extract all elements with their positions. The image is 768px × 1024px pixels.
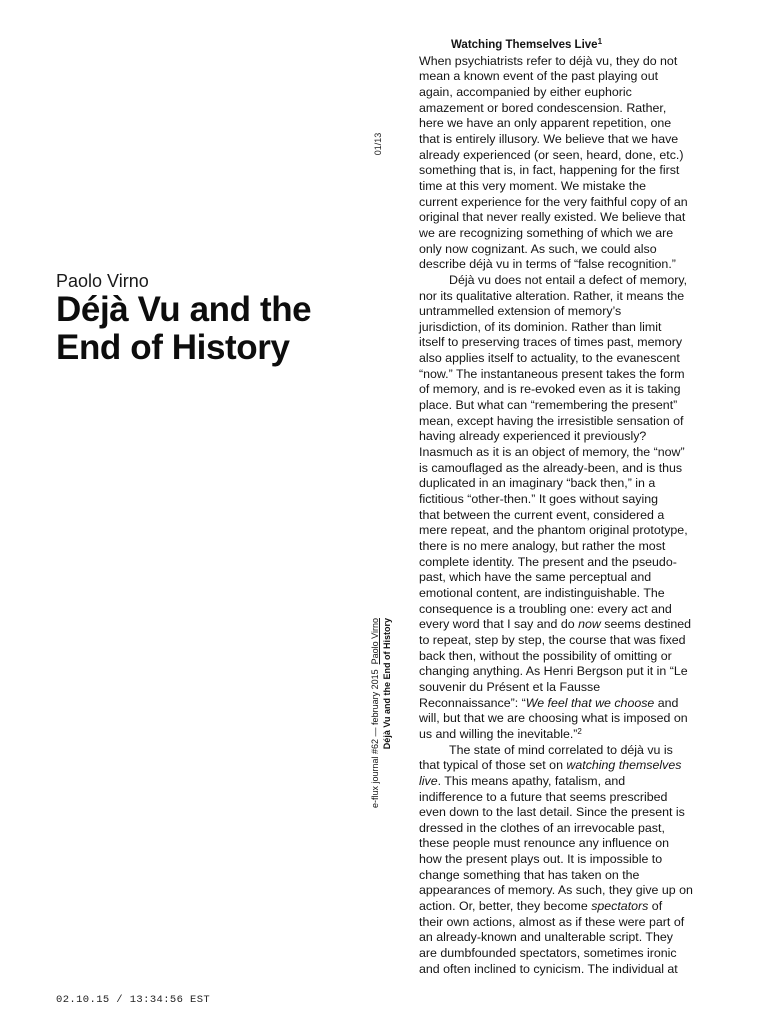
article-line	[419, 429, 719, 445]
article-line-text: their own actions, almost as if these were part of	[419, 914, 685, 929]
article-line	[419, 805, 719, 821]
article-line-text: every word that I say and do	[419, 617, 579, 632]
article-line-text-after: seems destined	[600, 617, 692, 632]
article-line	[419, 351, 719, 367]
article-line-text: that is entirely illusory. We believe that we have	[419, 131, 679, 146]
article-line	[419, 602, 719, 618]
article-line-text: describe déjà vu in terms of “false recognition.”	[419, 257, 676, 272]
article-line	[419, 163, 719, 179]
article-line	[419, 367, 719, 383]
article-line	[419, 132, 719, 148]
article-line	[419, 210, 719, 226]
article-line-text: jurisdiction, of its dominion. Rather than limit	[419, 319, 662, 334]
article-line-text: something that is, in fact, happening for the first	[419, 163, 680, 178]
article-line-text: back then, without the possibility of omitting or	[419, 648, 672, 663]
article-line	[419, 398, 719, 414]
section-heading-footnote-ref[interactable]: 1	[597, 37, 603, 46]
article-line-emphasis: spectators	[591, 899, 649, 914]
article-line-text: “now.” The instantaneous present takes the form	[419, 366, 685, 381]
article-line	[419, 414, 719, 430]
article-line-text: place. But what can “remembering the present”	[419, 398, 678, 413]
article-line-emphasis: watching themselves	[566, 758, 682, 773]
article-title	[56, 291, 356, 367]
article-line-text: original that never really existed. We believe that	[419, 210, 686, 225]
article-line	[419, 899, 719, 915]
article-line-text: action. Or, better, they become	[419, 899, 592, 914]
timestamp: 02.10.15 / 13:34:56 EST	[56, 994, 211, 1006]
article-line	[419, 711, 719, 727]
article-line-text: also applies itself to actuality, to the evanescent	[419, 351, 680, 366]
article-line	[419, 539, 719, 555]
running-header-title: Déjà Vu and the End of History	[382, 618, 392, 750]
article-line	[419, 476, 719, 492]
article-line-text: untrammelled extension of memory’s	[419, 304, 622, 319]
article-line	[419, 633, 719, 649]
running-header	[369, 618, 397, 850]
article-line-text: mean, except having the irresistible sensation of	[419, 413, 684, 428]
article-line-text: time at this very moment. We mistake the	[419, 178, 647, 193]
article-line	[419, 727, 719, 743]
article-line-text: are dumbfounded spectators, sometimes ironic	[419, 946, 677, 961]
article-line	[419, 320, 719, 336]
article-line	[419, 821, 719, 837]
running-header-author-link[interactable]: Paolo Virno	[370, 618, 380, 665]
article-line	[419, 774, 719, 790]
article-line	[419, 586, 719, 602]
article-line-text: only now cognizant. As such, we could also	[419, 241, 657, 256]
article-line	[419, 335, 719, 351]
article-line-text: Inasmuch as it is an object of memory, the “now”	[419, 445, 685, 460]
page-number	[372, 128, 384, 162]
article-line-text: dressed in the clothes of an irrevocable past,	[419, 820, 665, 835]
article-line	[419, 69, 719, 85]
article-line	[419, 946, 719, 962]
article-line	[419, 101, 719, 117]
article-line-text: and often inclined to cynicism. The individual at	[419, 961, 678, 976]
article-line	[419, 664, 719, 680]
article-line-text: is camouflaged as the already-been, and is thus	[419, 460, 683, 475]
running-header-text	[369, 618, 397, 850]
article-line	[419, 649, 719, 665]
article-line-text: mere repeat, and the phantom original prototype,	[419, 523, 688, 538]
article-line-text: there is no mere analogy, but rather the most	[419, 539, 666, 553]
article-line-text: complete identity. The present and the pseudo-	[419, 554, 677, 569]
article-line	[419, 570, 719, 586]
article-title-line-1: Déjà Vu and the	[56, 290, 312, 329]
article-line-text: here we have an only apparent repetition, one	[419, 116, 672, 131]
article-line-emphasis: now	[578, 617, 601, 632]
article-line	[419, 257, 719, 273]
article-line	[419, 148, 719, 164]
article-line-text: When psychiatrists refer to déjà vu, they do not	[419, 53, 678, 68]
article-line-text-after: of	[648, 899, 663, 914]
article-line-text: mean a known event of the past playing out	[419, 69, 659, 84]
article-line	[419, 226, 719, 242]
article-line	[419, 915, 719, 931]
article-line-text: duplicated in an imaginary “back then,” in a	[419, 476, 656, 491]
article-line-text: consequence is a troubling one: every act and	[419, 601, 672, 616]
article-line-text: past, which have the same perceptual and	[419, 570, 652, 585]
article-line-text: itself to preserving traces of times past, memory	[419, 335, 683, 350]
article-line-text: changing anything. As Henri Bergson put it in “Le	[419, 664, 688, 679]
article-line-text: emotional content, are indistinguishable. The	[419, 585, 665, 600]
page-number-text: 01/13	[373, 132, 383, 156]
article-line	[419, 508, 719, 524]
article-line-emphasis: live	[419, 773, 438, 788]
running-header-journal-line	[369, 618, 381, 850]
article-line-text: having already experienced it previously?	[419, 429, 647, 444]
article-line-text: Déjà vu does not entail a defect of memory,	[449, 272, 688, 287]
article-line	[419, 116, 719, 132]
article-line	[419, 790, 719, 806]
article-line	[419, 852, 719, 868]
article-line-text: even down to the last detail. Since the present is	[419, 805, 685, 820]
article-line	[419, 273, 719, 289]
article-line-text: us and willing the inevitable.”	[419, 726, 578, 741]
article-line-text: of memory, and is re-evoked even as it is taking	[419, 382, 681, 397]
article-line-text: change something that has taken on the	[419, 867, 640, 882]
article-line-text: again, accompanied by either euphoric	[419, 84, 632, 99]
article-line-text: that between the current event, considered a	[419, 507, 665, 522]
section-heading-text: Watching Themselves Live	[451, 39, 598, 51]
article-text	[419, 54, 719, 978]
article-line-text: souvenir du Présent et la Fausse	[419, 679, 601, 694]
article-line-text: nor its qualitative alteration. Rather, it means the	[419, 288, 685, 303]
section-heading	[419, 38, 719, 54]
article-line-text: The state of mind correlated to déjà vu is	[449, 742, 673, 757]
footnote-ref[interactable]: 2	[577, 726, 582, 736]
article-body	[419, 38, 719, 977]
article-line-text-after: . This means apathy, fatalism, and	[437, 773, 626, 788]
article-line	[419, 382, 719, 398]
article-line-text: Reconnaissance”: “	[419, 695, 526, 710]
article-line-text: current experience for the very faithful copy of an	[419, 194, 688, 209]
article-line-text: how the present plays out. It is impossible to	[419, 852, 663, 867]
author-name: Paolo Virno	[56, 271, 149, 291]
article-line-text: we are recognizing something of which we are	[419, 225, 674, 240]
article-line	[419, 242, 719, 258]
article-line-text: already experienced (or seen, heard, done, etc.)	[419, 147, 684, 162]
article-line-text: an already-known and unalterable script. They	[419, 930, 673, 945]
title-block	[56, 271, 356, 367]
article-line-text: will, but that we are choosing what is imposed on	[419, 711, 688, 726]
article-line-text: fictitious “other-then.” It goes without saying	[419, 492, 658, 507]
article-line	[419, 461, 719, 477]
article-line-text: appearances of memory. As such, they give up on	[419, 883, 693, 898]
article-line	[419, 445, 719, 461]
article-line	[419, 617, 719, 633]
article-line	[419, 836, 719, 852]
article-line-text: indifference to a future that seems prescribed	[419, 789, 668, 804]
article-line	[419, 179, 719, 195]
article-line	[419, 304, 719, 320]
article-line	[419, 883, 719, 899]
article-line-text: these people must renounce any influence on	[419, 836, 670, 851]
article-line-text: amazement or bored condescension. Rather,	[419, 100, 667, 115]
article-line-text: that typical of those set on	[419, 758, 567, 773]
running-header-journal: e-flux journal #62 — february 2015	[370, 669, 380, 808]
article-line-emphasis: We feel that we choose	[525, 695, 655, 710]
article-line	[419, 523, 719, 539]
article-line-text: to repeat, step by step, the course that was fixed	[419, 632, 686, 647]
article-line	[419, 680, 719, 696]
article-line	[419, 962, 719, 978]
article-line	[419, 868, 719, 884]
article-line	[419, 289, 719, 305]
article-line	[419, 758, 719, 774]
article-line	[419, 743, 719, 759]
article-title-line-2: End of History	[56, 328, 290, 367]
article-line	[419, 696, 719, 712]
article-line	[419, 195, 719, 211]
article-line-text-after: and	[654, 695, 679, 710]
article-line	[419, 85, 719, 101]
article-line	[419, 930, 719, 946]
article-line	[419, 555, 719, 571]
article-line	[419, 54, 719, 70]
article-line	[419, 492, 719, 508]
